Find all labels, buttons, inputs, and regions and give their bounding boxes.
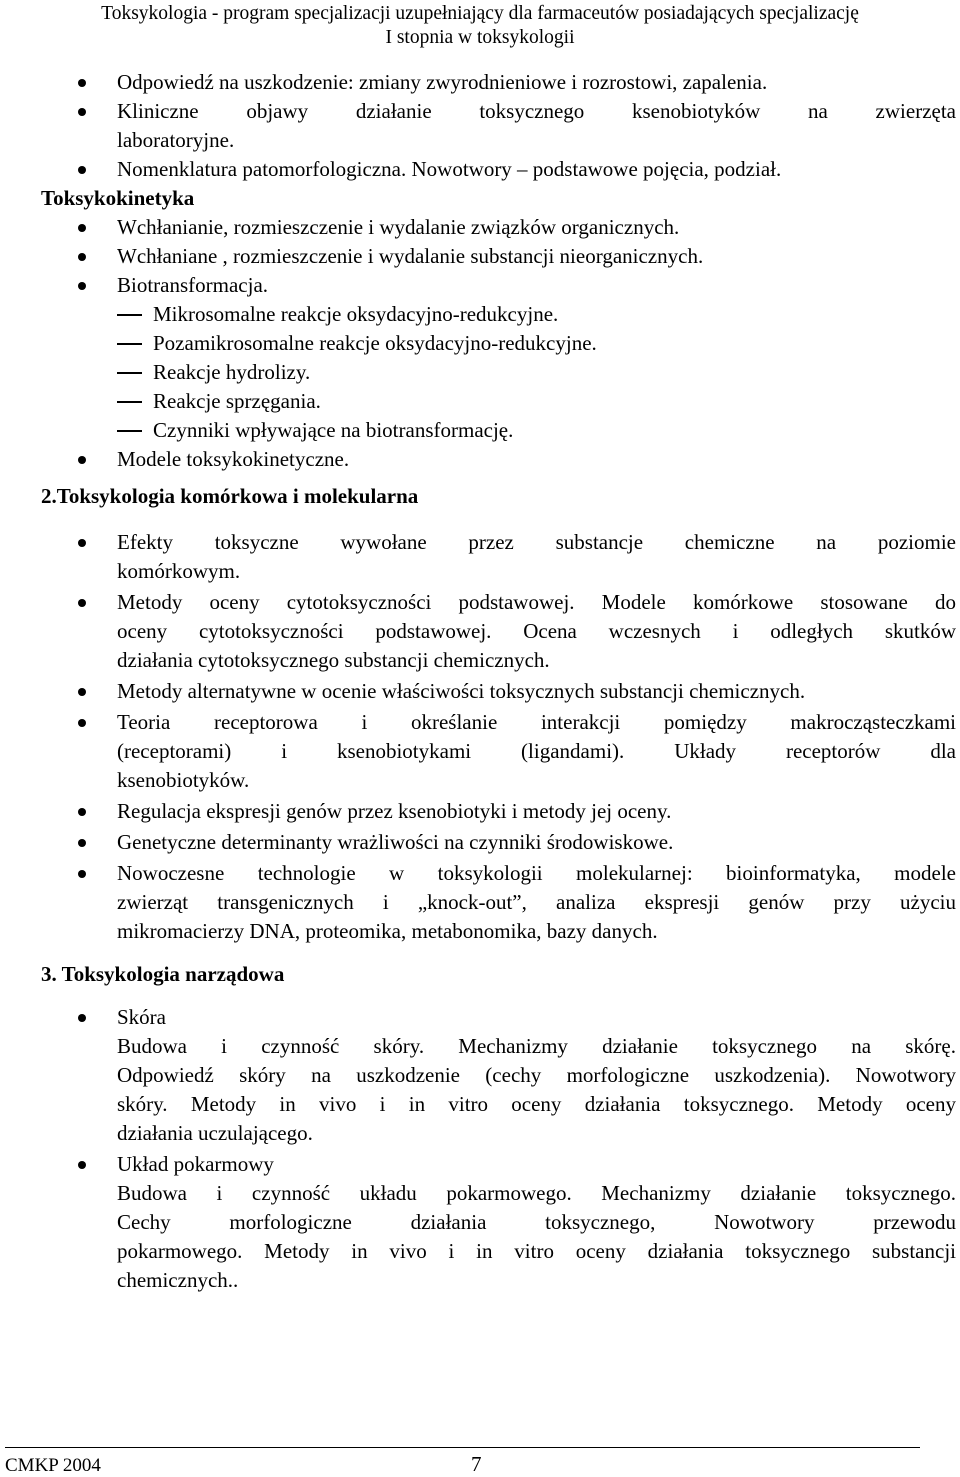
dash-icon [117, 401, 142, 403]
section-heading [0, 482, 960, 511]
list-item-text: Odpowiedź na uszkodzenie: zmiany zwyrodnieniowe i rozrostowi, zapalenia. [117, 70, 768, 94]
sub-list-item [0, 300, 960, 329]
list-item-text: Układ pokarmowy [117, 1152, 274, 1176]
list-item-continuation [0, 646, 960, 675]
list-item-text: Efekty toksyczne wywołane przez substancje chemiczne na poziomie [117, 530, 956, 554]
list-item-continuation [0, 1179, 960, 1208]
list-item-text: skóry. Metody in vivo i in vitro oceny działania toksycznego. Metody oceny [117, 1092, 956, 1116]
list-item-text: Budowa i czynność układu pokarmowego. Mechanizmy działanie toksycznego. [117, 1181, 956, 1205]
sub-list-item-text: Czynniki wpływające na biotransformację. [153, 418, 514, 442]
list-item [0, 68, 960, 97]
bullet-icon [78, 108, 86, 116]
document-body [0, 68, 960, 1295]
sub-list-item-text: Reakcje sprzęgania. [153, 389, 321, 413]
dash-icon [117, 343, 142, 345]
subsection-heading [0, 184, 960, 213]
heading-text: 3. Toksykologia narządowa [41, 962, 285, 986]
list-item [0, 242, 960, 271]
list-item-text: Odpowiedź skóry na uszkodzenie (cechy morfologiczne uszkodzenia). Nowotwory [117, 1063, 956, 1087]
list-item [0, 155, 960, 184]
dash-icon [117, 372, 142, 374]
list-item-continuation [0, 766, 960, 795]
page-number: 7 [471, 1452, 482, 1476]
list-item-text: działania cytotoksycznego substancji chemicznych. [117, 648, 550, 672]
list-item-text: Modele toksykokinetyczne. [117, 447, 350, 471]
list-item-continuation [0, 126, 960, 155]
list-item-text: Biotransformacja. [117, 273, 269, 297]
list-item [0, 213, 960, 242]
list-item-text: Metody oceny cytotoksyczności podstawowej. Modele komórkowe stosowane do [117, 590, 956, 614]
list-item-continuation [0, 1061, 960, 1090]
list-item-text: laboratoryjne. [117, 128, 235, 152]
list-item [0, 588, 960, 617]
heading-text: Toksykokinetyka [41, 186, 195, 210]
list-item-continuation [0, 557, 960, 586]
list-item-text: Skóra [117, 1005, 166, 1029]
list-item [0, 1003, 960, 1032]
list-item-continuation [0, 1032, 960, 1061]
bullet-icon [78, 539, 86, 547]
list-item [0, 797, 960, 826]
dash-icon [117, 430, 142, 432]
list-item-text: Wchłanianie, rozmieszczenie i wydalanie związków organicznych. [117, 215, 680, 239]
list-item-continuation [0, 1090, 960, 1119]
bullet-icon [78, 456, 86, 464]
sub-list-item [0, 387, 960, 416]
bullet-icon [78, 253, 86, 261]
sub-list-item [0, 329, 960, 358]
dash-icon [117, 314, 142, 316]
list-item-continuation [0, 1266, 960, 1295]
list-item [0, 97, 960, 126]
list-item-text: komórkowym. [117, 559, 241, 583]
bullet-icon [78, 166, 86, 174]
list-item-text: Metody alternatywne w ocenie właściwości toksycznych substancji chemicznych. [117, 679, 806, 703]
bullet-icon [78, 1014, 86, 1022]
list-item-continuation [0, 917, 960, 946]
list-item-text: Genetyczne determinanty wrażliwości na czynniki środowiskowe. [117, 830, 674, 854]
list-item [0, 445, 960, 474]
list-item-text: pokarmowego. Metody in vivo i in vitro oceny działania toksycznego substancji [117, 1239, 956, 1263]
list-item-text: Regulacja ekspresji genów przez ksenobiotyki i metody jej oceny. [117, 799, 672, 823]
list-item-text: Budowa i czynność skóry. Mechanizmy działanie toksycznego na skórę. [117, 1034, 956, 1058]
list-item-text: (receptorami) i ksenobiotykami (ligandami). Układy receptorów dla [117, 739, 956, 763]
list-item-text: chemicznych.. [117, 1268, 239, 1292]
list-item [0, 859, 960, 888]
list-item-text: Cechy morfologiczne działania toksycznego, Nowotwory przewodu [117, 1210, 956, 1234]
list-item-text: Wchłaniane , rozmieszczenie i wydalanie substancji nieorganicznych. [117, 244, 704, 268]
list-item-continuation [0, 1237, 960, 1266]
list-item [0, 1150, 960, 1179]
list-item-text: oceny cytotoksyczności podstawowej. Ocena wczesnych i odległych skutków [117, 619, 956, 643]
section-heading [0, 960, 960, 989]
bullet-icon [78, 79, 86, 87]
list-item-continuation [0, 1208, 960, 1237]
bullet-icon [78, 808, 86, 816]
sub-list-item-text: Mikrosomalne reakcje oksydacyjno-redukcyjne. [153, 302, 559, 326]
footer-label: CMKP 2004 [5, 1455, 101, 1476]
bullet-icon [78, 870, 86, 878]
sub-list-item-text: Reakcje hydrolizy. [153, 360, 311, 384]
bullet-icon [78, 719, 86, 727]
bullet-icon [78, 688, 86, 696]
list-item-text: Teoria receptorowa i określanie interakcji pomiędzy makrocząsteczkami [117, 710, 956, 734]
list-item [0, 271, 960, 300]
header-line-1: Toksykologia - program specjalizacji uzupełniający dla farmaceutów posiadających specjalizację [101, 3, 859, 24]
bullet-icon [78, 282, 86, 290]
header-line-2: I stopnia w toksykologii [385, 27, 575, 48]
list-item-text: Nowoczesne technologie w toksykologii molekularnej: bioinformatyka, modele [117, 861, 956, 885]
list-item-text: ksenobiotyków. [117, 768, 250, 792]
list-item-continuation [0, 617, 960, 646]
page-header [0, 2, 960, 50]
list-item-continuation [0, 1119, 960, 1148]
list-item [0, 677, 960, 706]
heading-text: 2.Toksykologia komórkowa i molekularna [41, 484, 419, 508]
bullet-icon [78, 839, 86, 847]
list-item [0, 528, 960, 557]
bullet-icon [78, 1161, 86, 1169]
footer-divider [5, 1447, 920, 1448]
list-item-text: zwierząt transgenicznych i „knock-out”, analiza ekspresji genów przy użyciu [117, 890, 956, 914]
list-item-text: Nomenklatura patomorfologiczna. Nowotwory – podstawowe pojęcia, podział. [117, 157, 782, 181]
list-item-text: działania uczulającego. [117, 1121, 313, 1145]
list-item [0, 708, 960, 737]
list-item-continuation [0, 737, 960, 766]
sub-list-item-text: Pozamikrosomalne reakcje oksydacyjno-redukcyjne. [153, 331, 597, 355]
list-item-text: mikromacierzy DNA, proteomika, metabonomika, bazy danych. [117, 919, 658, 943]
bullet-icon [78, 599, 86, 607]
sub-list-item [0, 358, 960, 387]
list-item [0, 828, 960, 857]
list-item-continuation [0, 888, 960, 917]
bullet-icon [78, 224, 86, 232]
list-item-text: Kliniczne objawy działanie toksycznego ksenobiotyków na zwierzęta [117, 99, 956, 123]
sub-list-item [0, 416, 960, 445]
